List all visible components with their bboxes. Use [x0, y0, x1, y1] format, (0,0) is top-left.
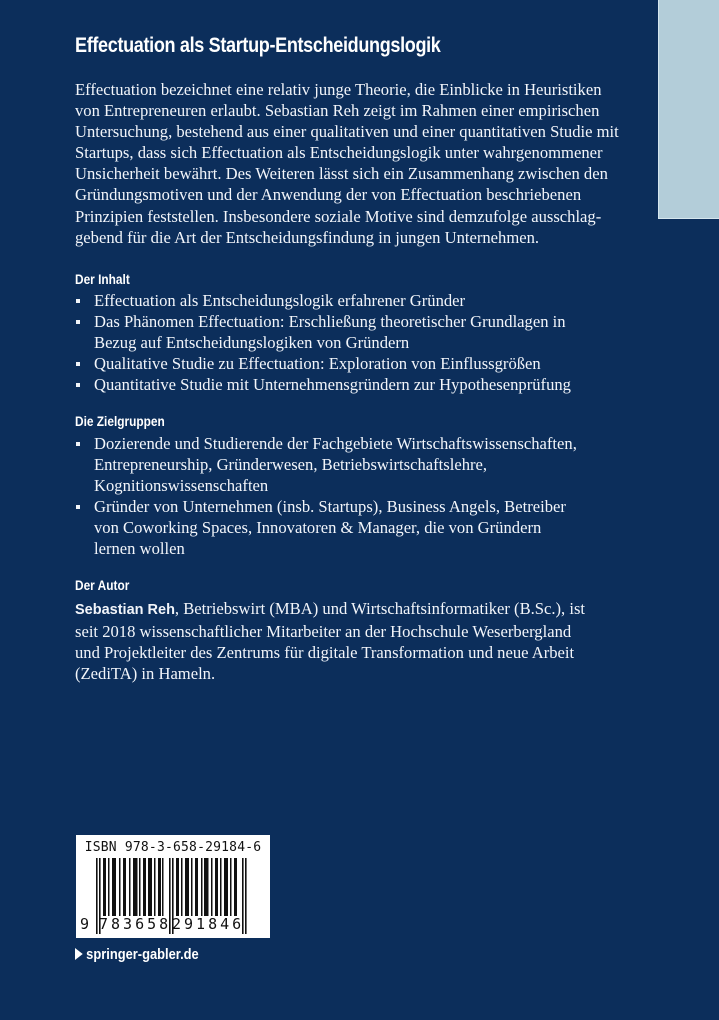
- list-item: Das Phänomen Effectuation: Erschließung theoretischer Grundlagen in Bezug auf Entscheidungslogiken von Gründern: [75, 311, 635, 353]
- audience-list: [75, 433, 635, 560]
- isbn-barcode: [76, 835, 270, 938]
- isbn-label: ISBN 978-3-658-29184-6: [84, 840, 262, 855]
- barcode-digits: 9 783658 291846: [80, 915, 245, 933]
- description-line: Effectuation bezeichnet eine relativ junge Theorie, die Einblicke in Heuristiken: [75, 80, 602, 99]
- author-bio: Sebastian Reh, Betriebswirt (MBA) und Wirtschaftsinformatiker (B.Sc.), ist seit 2018 wissenschaftlicher Mitarbeiter an der Hochschule Weserbergland und Projektleiter des Zentrums für digitale Transformation und neue Arbeit (ZediTA) in Hameln.: [75, 599, 586, 684]
- bullet-icon: [76, 442, 80, 446]
- description-line: gebend für die Art der Entscheidungsfindung in jungen Unternehmen.: [75, 227, 540, 247]
- author-heading: Der Autor: [75, 578, 130, 593]
- book-title: Effectuation als Startup-Entscheidungslogik: [75, 34, 441, 57]
- barcode-bars: [82, 858, 264, 920]
- description-line: von Entrepreneuren erlaubt. Sebastian Reh zeigt im Rahmen einer empirischen: [75, 101, 600, 121]
- play-arrow-icon: [75, 948, 83, 960]
- list-item: Qualitative Studie zu Effectuation: Exploration von Einflussgrößen: [75, 353, 635, 374]
- bullet-icon: [76, 320, 80, 324]
- description-line: Prinzipien feststellen. Insbesondere soziale Motive sind demzufolge ausschlag-: [75, 206, 602, 226]
- list-item: Gründer von Unternehmen (insb. Startups), Business Angels, Betreiber von Coworking Spaces, Innovatoren & Manager, die von Gründern lernen wollen: [75, 496, 635, 559]
- publisher-website-link[interactable]: springer-gabler.de: [75, 946, 199, 963]
- contents-heading: Der Inhalt: [75, 272, 130, 287]
- description-line: Unsicherheit bewährt. Des Weiteren lässt sich ein Zusammenhang zwischen den: [75, 164, 608, 184]
- bullet-icon: [76, 362, 80, 366]
- bullet-icon: [76, 299, 80, 303]
- list-item: Effectuation als Entscheidungslogik erfahrener Gründer: [75, 290, 635, 311]
- author-name: Sebastian Reh: [75, 602, 175, 618]
- cover-side-panel: [658, 0, 719, 219]
- contents-list: [75, 290, 635, 395]
- description-line: Untersuchung, bestehend aus einer qualitativen und einer quantitativen Studie mit: [75, 122, 619, 142]
- book-description: [75, 79, 635, 248]
- bullet-icon: [76, 505, 80, 509]
- description-line: Gründungsmotiven und der Anwendung der von Effectuation beschriebenen: [75, 185, 582, 205]
- list-item: Dozierende und Studierende der Fachgebiete Wirtschaftswissenschaften, Entrepreneurship, Gründerwesen, Betriebswirtschaftslehre, Kognitionswissenschaften: [75, 433, 635, 496]
- bullet-icon: [76, 383, 80, 387]
- list-item: Quantitative Studie mit Unternehmensgründern zur Hypothesenprüfung: [75, 374, 635, 395]
- description-line: Startups, dass sich Effectuation als Entscheidungslogik unter wahrgenommener: [75, 143, 603, 163]
- audience-heading: Die Zielgruppen: [75, 414, 165, 429]
